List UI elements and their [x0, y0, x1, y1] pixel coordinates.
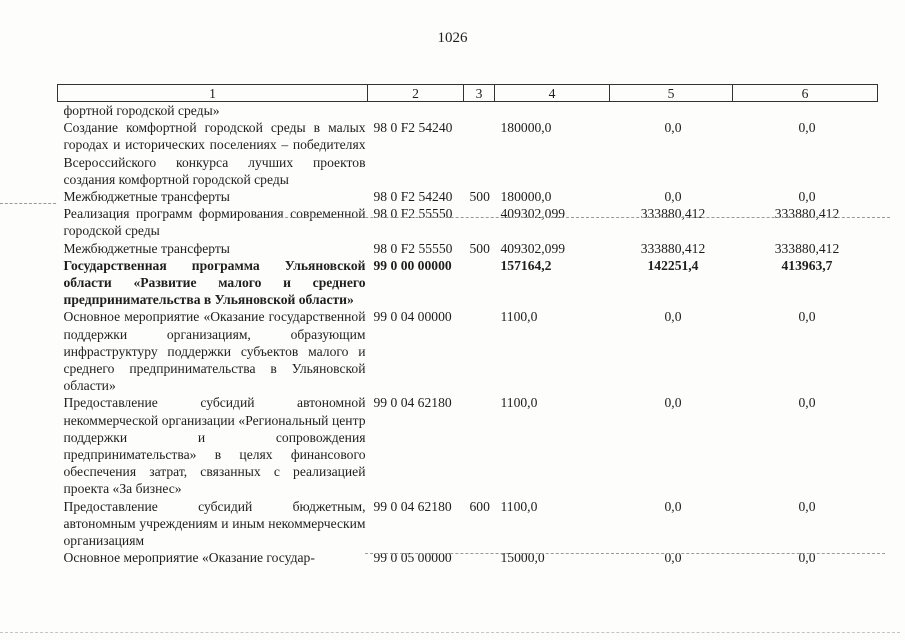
cell-v5: 0,0	[664, 395, 682, 411]
column-header: 5	[610, 85, 733, 102]
cell-v4: 409302,099	[500, 206, 566, 222]
table-row	[58, 205, 878, 239]
table-row	[58, 308, 878, 394]
scan-artifact-line	[250, 217, 890, 218]
column-header: 3	[464, 85, 495, 102]
column-header: 1	[58, 85, 368, 102]
cell-name: Реализация программ формирования современной городской среды	[63, 206, 366, 239]
cell-v6: 0,0	[798, 395, 816, 411]
cell-v4: 157164,2	[500, 257, 552, 273]
cell-v6: 0,0	[798, 120, 816, 136]
cell-v5: 0,0	[664, 120, 682, 136]
cell-code: 98 0 F2 55550	[373, 206, 453, 222]
cell-v6: 0,0	[798, 498, 816, 514]
cell-v5: 333880,412	[640, 240, 706, 256]
cell-name: Государственная программа Ульяновской области «Развитие малого и среднего предпринимательства в Ульяновской области»	[63, 257, 366, 308]
table-header	[58, 85, 878, 102]
cell-v4: 409302,099	[500, 240, 566, 256]
cell-v5: 0,0	[664, 189, 682, 205]
cell-v5: 333880,412	[640, 206, 706, 222]
cell-code: 99 0 04 62180	[373, 395, 452, 411]
table-row	[58, 498, 878, 550]
cell-name: Основное мероприятие «Оказание государственной поддержки организациям, образующим инфраструктуру поддержки субъектов малого и среднего предпринимательства в Ульяновской области»	[63, 309, 366, 394]
column-header: 6	[733, 85, 878, 102]
page-number: 1026	[437, 30, 468, 46]
cell-v4: 1100,0	[500, 309, 538, 325]
scan-artifact-line	[0, 203, 56, 204]
table-row	[58, 119, 878, 188]
cell-v5	[610, 102, 733, 120]
cell-v6: 333880,412	[774, 240, 840, 256]
scan-artifact-line	[365, 553, 885, 554]
cell-code: 98 0 F2 55550	[373, 240, 453, 256]
column-header: 2	[368, 85, 464, 102]
cell-v6: 0,0	[798, 550, 816, 566]
cell-name: Предоставление субсидий бюджетным, автономным учреждениям и иным некоммерческим организациям	[63, 498, 366, 549]
cell-name: Межбюджетные трансферты	[63, 240, 230, 256]
cell-name: фортной городской среды»	[63, 103, 220, 118]
scan-artifact-line	[0, 632, 900, 633]
cell-type: 600	[469, 498, 490, 514]
cell-v4: 180000,0	[500, 120, 552, 136]
cell-type	[464, 549, 495, 566]
cell-type: 500	[469, 240, 490, 256]
cell-type	[464, 257, 495, 309]
cell-v4: 15000,0	[500, 550, 545, 566]
cell-code: 99 0 04 00000	[373, 309, 452, 325]
cell-v6: 333880,412	[774, 206, 840, 222]
cell-code: 99 0 05 00000	[373, 550, 452, 566]
budget-table	[57, 84, 878, 566]
cell-code	[368, 102, 464, 120]
column-header: 4	[495, 85, 610, 102]
cell-v5: 0,0	[664, 309, 682, 325]
cell-v6	[733, 102, 878, 120]
cell-v6: 0,0	[798, 189, 816, 205]
table-row	[58, 188, 878, 205]
cell-code: 98 0 F2 54240	[373, 189, 453, 205]
table-row	[58, 549, 878, 566]
cell-v4	[495, 102, 610, 120]
cell-name: Предоставление субсидий автономной некоммерческой организации «Региональный центр поддержки и сопровождения предпринимательства» в целях финансового обеспечения затрат, связанных с реализацией проекта «За бизнес»	[63, 395, 366, 497]
table-row	[58, 240, 878, 257]
table-row	[58, 102, 878, 120]
cell-code: 99 0 00 00000	[373, 257, 452, 273]
cell-type: 500	[469, 189, 490, 205]
table-row	[58, 394, 878, 497]
cell-type	[464, 102, 495, 120]
cell-v4: 180000,0	[500, 189, 552, 205]
cell-code: 98 0 F2 54240	[373, 120, 453, 136]
cell-type	[464, 308, 495, 394]
cell-v5: 0,0	[664, 498, 682, 514]
cell-v4: 1100,0	[500, 498, 538, 514]
cell-v6: 0,0	[798, 309, 816, 325]
cell-type	[464, 394, 495, 497]
cell-name: Основное мероприятие «Оказание государ-	[63, 550, 315, 566]
cell-name: Межбюджетные трансферты	[63, 189, 230, 205]
cell-type	[464, 205, 495, 239]
cell-name: Создание комфортной городской среды в малых городах и исторических поселениях – победителях Всероссийского конкурса лучших проектов создания комфортной городской среды	[63, 120, 366, 187]
cell-v5: 0,0	[664, 550, 682, 566]
cell-v4: 1100,0	[500, 395, 538, 411]
table-body	[58, 102, 878, 567]
cell-code: 99 0 04 62180	[373, 498, 452, 514]
cell-v5: 142251,4	[647, 257, 699, 273]
cell-type	[464, 119, 495, 188]
header-row	[58, 85, 878, 102]
table-row	[58, 257, 878, 309]
cell-v6: 413963,7	[781, 257, 833, 273]
